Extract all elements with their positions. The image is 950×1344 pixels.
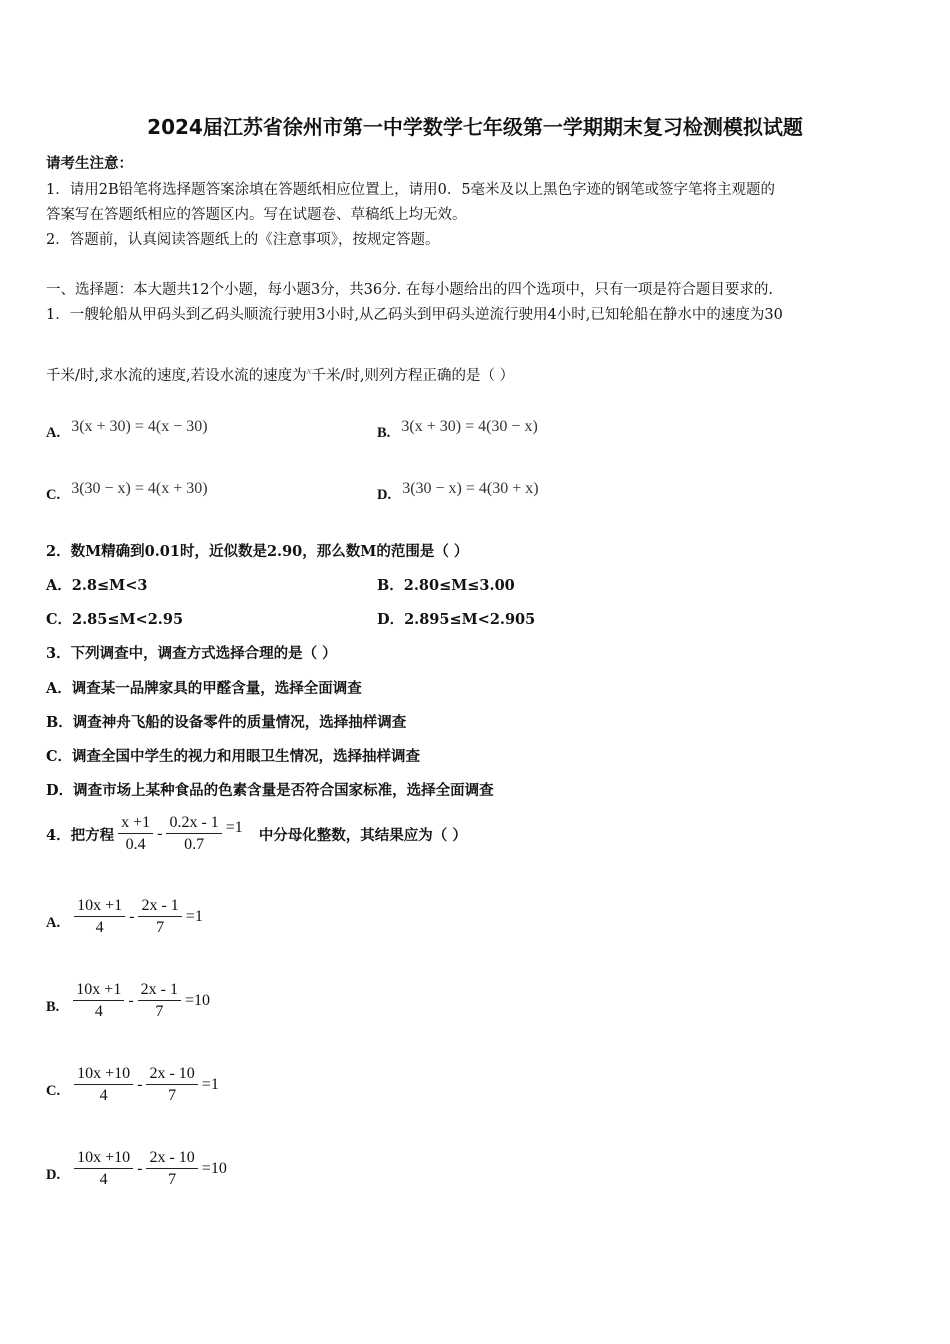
q4-option-d-den-1: 4: [99, 1170, 108, 1188]
q2-option-a-label: A．: [46, 577, 72, 594]
notice-line-1b: 答案写在答题纸相应的答题区内。写在试题卷、草稿纸上均无效。: [46, 207, 467, 223]
q1-option-d-expr: 3(30 − x) = 4(30 + x): [402, 480, 539, 497]
q3-option-c-text: 调查全国中学生的视力和用眼卫生情况，选择抽样调查: [72, 748, 421, 765]
q4-stem: [46, 810, 467, 858]
q4-option-a-rhs: =1: [185, 908, 203, 925]
q4-option-c-frac-2: [146, 1064, 197, 1107]
q1-variable: x: [306, 365, 312, 377]
q4-option-d-minus: -: [137, 1160, 143, 1177]
q2-option-a[interactable]: [46, 574, 147, 595]
q4-option-a-num-2: 2x - 1: [138, 896, 181, 917]
q4-option-b-den-1: 4: [94, 1002, 103, 1020]
q4-frac-2: [166, 813, 221, 856]
q4-option-b-frac-1: [73, 980, 124, 1023]
q4-option-c-num-2: 2x - 10: [146, 1064, 197, 1085]
q4-option-a-den-2: 7: [156, 918, 165, 936]
q4-option-d-frac-2: [146, 1148, 197, 1191]
q4-frac-2-den: 0.7: [184, 835, 205, 853]
q1-option-c-expr: 3(30 − x) = 4(x + 30): [71, 480, 208, 497]
q4-option-b-num-2: 2x - 1: [138, 980, 181, 1001]
page-title: 2024届江苏省徐州市第一中学数学七年级第一学期期末复习检测模拟试题: [147, 115, 803, 139]
q4-option-a-minus: -: [129, 908, 135, 925]
q3-option-b-text: 调查神舟飞船的设备零件的质量情况，选择抽样调查: [72, 714, 407, 731]
q4-option-a-frac-1: [74, 896, 125, 939]
notice-line-2: 2．答题前，认真阅读答题纸上的《注意事项》，按规定答题。: [46, 232, 440, 248]
q4-option-b-num-1: 10x +1: [73, 980, 124, 1001]
q4-option-b-rhs: =10: [184, 992, 211, 1009]
q4-option-d-frac-1: [74, 1148, 133, 1191]
q1-option-a-expr: 3(x + 30) = 4(x − 30): [71, 418, 208, 435]
q4-option-d-den-2: 7: [168, 1170, 177, 1188]
q4-option-c-rhs: =1: [201, 1076, 219, 1093]
q2-stem: 2．数M精确到0.01时，近似数是2.90，那么数M的范围是（ ）: [46, 543, 469, 560]
q4-frac-1-num: x +1: [118, 813, 153, 834]
q4-option-d-num-2: 2x - 10: [146, 1148, 197, 1169]
q4-option-b-label: B.: [46, 998, 60, 1015]
q4-option-c-num-1: 10x +10: [74, 1064, 133, 1085]
notice-heading: 请考生注意：: [46, 155, 133, 172]
q3-option-a-label: A．: [46, 680, 72, 697]
q3-option-d[interactable]: [46, 779, 494, 800]
q4-option-b[interactable]: [46, 977, 214, 1025]
q2-option-b-text: 2.80≤M≤3.00: [403, 577, 515, 594]
section-heading: 一、选择题：本大题共12个小题，每小题3分，共36分. 在每小题给出的四个选项中，只有一项是符合题目要求的.: [46, 282, 773, 298]
q2-option-d[interactable]: [377, 608, 535, 629]
q4-frac-2-num: 0.2x - 1: [166, 813, 221, 834]
q4-option-a-num-1: 10x +1: [74, 896, 125, 917]
q4-option-c-frac-1: [74, 1064, 133, 1107]
q4-option-a-label: A.: [46, 914, 61, 931]
q4-option-b-den-2: 7: [155, 1002, 164, 1020]
q4-option-a-frac-2: [138, 896, 181, 939]
q1-stem-part-a: 千米/时,求水流的速度,若设水流的速度为: [46, 368, 307, 384]
q4-prefix: 4．把方程: [46, 826, 115, 844]
q4-rhs: =1: [225, 819, 243, 836]
q1-option-d-label: D.: [377, 487, 392, 503]
q4-option-c-den-1: 4: [99, 1086, 108, 1104]
q4-option-d[interactable]: [46, 1145, 231, 1193]
q4-option-b-frac-2: [138, 980, 181, 1023]
q1-stem-line-2: [46, 364, 514, 385]
q4-frac-1-den: 0.4: [125, 835, 146, 853]
q2-option-c[interactable]: [46, 608, 183, 629]
q1-option-d[interactable]: [377, 480, 539, 504]
q3-option-b[interactable]: [46, 711, 406, 732]
q2-option-c-label: C．: [46, 611, 73, 628]
notice-line-1a: 1．请用2B铅笔将选择题答案涂填在答题纸相应位置上，请用0．5毫米及以上黑色字迹的钢笔或签字笔将主观题的: [46, 182, 776, 198]
q3-option-a-text: 调查某一品牌家具的甲醛含量，选择全面调查: [71, 680, 362, 697]
q4-option-a[interactable]: [46, 893, 207, 941]
q3-option-d-label: D．: [46, 782, 74, 799]
q2-option-d-label: D．: [377, 611, 405, 628]
q3-option-b-label: B．: [46, 714, 73, 731]
q1-option-b[interactable]: [377, 418, 538, 442]
q3-option-a[interactable]: [46, 677, 362, 698]
q1-option-c[interactable]: [46, 480, 208, 504]
q4-option-d-label: D.: [46, 1166, 61, 1183]
q2-option-a-text: 2.8≤M<3: [71, 577, 148, 594]
q2-option-b[interactable]: [377, 574, 515, 595]
q1-stem-line-1: 1．一艘轮船从甲码头到乙码头顺流行驶用3小时,从乙码头到甲码头逆流行驶用4小时,已知轮船在静水中的速度为30: [46, 307, 783, 323]
q3-option-c[interactable]: [46, 745, 420, 766]
q3-option-c-label: C．: [46, 748, 73, 765]
q4-option-d-rhs: =10: [201, 1160, 227, 1177]
q4-option-b-minus: -: [128, 992, 134, 1009]
q4-frac-1: [118, 813, 153, 856]
q4-minus: -: [157, 825, 163, 842]
q4-option-a-den-1: 4: [95, 918, 104, 936]
q1-option-a[interactable]: [46, 418, 208, 442]
q3-stem: 3．下列调查中，调查方式选择合理的是（ ）: [46, 645, 337, 662]
q1-option-c-label: C.: [46, 487, 61, 503]
q1-option-b-label: B.: [377, 425, 391, 441]
q4-option-d-num-1: 10x +10: [74, 1148, 133, 1169]
q4-option-c-label: C.: [46, 1082, 61, 1099]
q4-suffix: 中分母化整数，其结果应为（ ）: [258, 826, 467, 844]
q2-option-c-text: 2.85≤M<2.95: [72, 611, 184, 628]
q1-stem-part-b: 千米/时,则列方程正确的是（ ）: [311, 368, 515, 384]
q4-option-c-den-2: 7: [168, 1086, 177, 1104]
q2-option-b-label: B．: [377, 577, 404, 594]
q2-option-d-text: 2.895≤M<2.905: [404, 611, 536, 628]
q3-option-d-text: 调查市场上某种食品的色素含量是否符合国家标准，选择全面调查: [73, 782, 494, 799]
q4-option-c[interactable]: [46, 1061, 223, 1109]
q4-option-c-minus: -: [137, 1076, 143, 1093]
q1-option-b-expr: 3(x + 30) = 4(30 − x): [401, 418, 538, 435]
q1-option-a-label: A.: [46, 425, 61, 441]
